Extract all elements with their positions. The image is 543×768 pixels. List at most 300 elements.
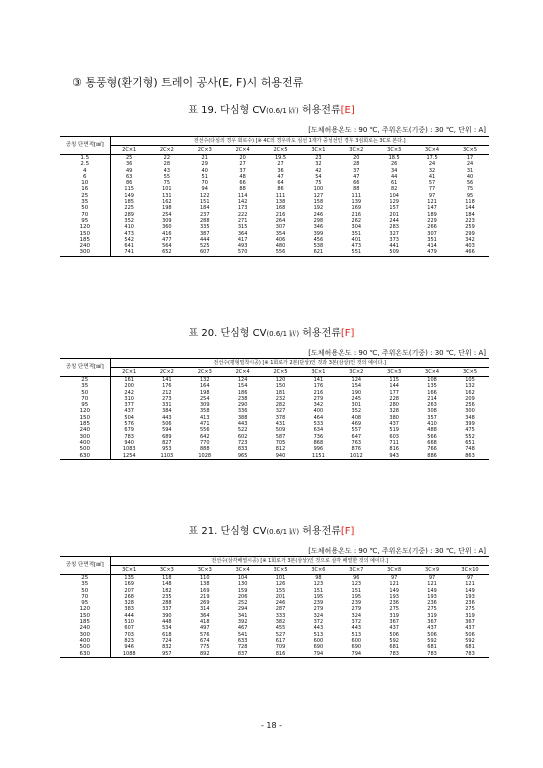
ampacity-cell: 443 [313,625,324,632]
ampacity-cell: 552 [465,433,475,440]
ampacity-cell: 570 [224,249,262,256]
ampacity-cell: 299 [465,230,475,237]
ampacity-cell: 333 [275,612,286,619]
ampacity-cell: 132 [199,377,210,383]
ampacity-cell: 383 [124,606,134,613]
ampacity-cell: 135 [124,575,134,581]
ampacity-cell: 566 [427,433,437,440]
ampacity-cell: 200 [124,383,134,390]
cross-section-cell: 120 [60,224,110,230]
ampacity-cell: 876 [351,446,362,453]
column-header: 2C×5 [262,368,300,377]
ampacity-cell: 506 [427,631,437,638]
ampacity-cell: 367 [389,619,399,626]
ampacity-cell: 711 [389,439,399,446]
cross-section-cell: 25 [60,193,110,199]
column-header: 3C×7 [337,566,375,575]
ampacity-cell: 280 [389,402,399,409]
ampacity-cell: 21 [201,155,208,161]
ampacity-cell: 36 [277,167,284,174]
ampacity-cell: 279 [351,606,362,613]
ampacity-cell: 1028 [186,453,224,460]
ampacity-cell: 264 [275,217,286,224]
ampacity-cell: 236 [427,600,437,607]
ampacity-cell: 287 [275,606,286,613]
ampacity-cell: 592 [427,637,437,644]
ampacity-cell: 464 [313,414,324,421]
ampacity-cell: 121 [427,581,437,588]
ampacity-cell: 37 [353,167,360,174]
ampacity-cell: 18.5 [388,155,400,161]
ampacity-cell: 101 [162,186,172,193]
ampacity-cell: 94 [201,186,208,193]
ampacity-cell: 832 [162,644,172,651]
ampacity-cell: 300 [465,408,475,415]
ampacity-cell: 169 [124,581,134,588]
table-row [60,651,489,658]
ampacity-cell: 812 [275,446,286,453]
header-row [60,359,489,368]
column-header: 2C×3 [186,368,224,377]
column-header: 3C×9 [413,566,451,575]
ampacity-cell: 766 [427,446,437,453]
column-header: 3C×3 [148,566,186,575]
ampacity-cell: 556 [262,249,300,256]
ampacity-cell: 455 [275,625,286,632]
ampacity-cell: 504 [124,414,134,421]
ampacity-cell: 364 [237,230,248,237]
ampacity-cell: 155 [275,587,286,594]
ampacity-cell: 763 [351,439,362,446]
ampacity-table [60,556,489,658]
ampacity-cell: 219 [199,593,210,600]
ampacity-cell: 195 [351,593,362,600]
ampacity-cell: 437 [427,625,437,632]
row-header-label: 공칭 단면적[㎟] [60,137,110,155]
ampacity-cell: 519 [389,427,399,434]
ampacity-cell: 342 [313,402,324,409]
cross-section-cell: 25 [60,377,110,384]
table-title-main: 허용전류 [298,105,341,116]
ampacity-cell: 115 [124,186,134,193]
page-number: - 18 - [260,721,283,730]
ampacity-cell: 54 [315,173,322,180]
ampacity-cell: 268 [124,593,134,600]
cross-section-cell: 185 [60,619,110,625]
ampacity-cell: 309 [199,402,210,409]
column-header: 2C×2 [148,146,186,155]
ampacity-cell: 120 [275,377,286,383]
ampacity-cell: 23 [315,155,322,161]
cross-section-cell: 70 [60,594,110,600]
ampacity-cell: 319 [465,612,475,619]
ampacity-cell: 384 [162,408,172,415]
cross-section-cell: 150 [60,613,110,619]
ampacity-cell: 189 [427,211,437,218]
cross-section-cell: 50 [60,390,110,396]
ampacity-cell: 444 [124,612,134,619]
table-title-mark: [E] [340,105,355,116]
ampacity-cell: 471 [199,421,210,428]
ampacity-cell: 331 [162,402,172,409]
ampacity-cell: 324 [351,612,362,619]
ampacity-cell: 592 [465,637,475,644]
ampacity-cell: 121 [465,581,475,588]
ampacity-cell: 229 [427,217,437,224]
ampacity-cell: 741 [110,249,148,256]
cross-section-cell: 240 [60,625,110,631]
ampacity-cell: 352 [124,217,134,224]
ampacity-cell: 480 [275,243,286,250]
cross-section-cell: 400 [60,638,110,644]
ampacity-cell: 193 [465,593,475,600]
ampacity-cell: 633 [237,637,248,644]
ampacity-cell: 617 [275,637,286,644]
ampacity-cell: 652 [148,249,186,256]
cross-section-cell: 185 [60,237,110,243]
ampacity-cell: 151 [313,587,324,594]
ampacity-cell: 304 [351,224,362,231]
ampacity-cell: 668 [427,439,437,446]
ampacity-cell: 493 [237,243,248,250]
cross-section-cell: 70 [60,212,110,218]
ampacity-cell: 190 [351,389,362,396]
ampacity-cell: 32 [428,167,436,174]
ampacity-cell: 823 [124,637,134,644]
ampacity-cell: 55 [163,173,171,180]
ampacity-cell: 522 [237,427,248,434]
table-title-voltage: (0.6/1 ㎸) [266,107,299,115]
ampacity-cell: 121 [427,199,437,206]
ampacity-cell: 256 [465,402,475,409]
ampacity-cell: 621 [299,249,337,256]
ampacity-cell: 51 [201,173,208,180]
ampacity-cell: 448 [162,619,172,626]
column-header: 3C×4 [413,368,451,377]
ampacity-cell: 642 [199,433,210,440]
table-row [60,575,489,582]
ampacity-cell: 336 [237,408,248,415]
ampacity-cell: 348 [465,414,475,421]
ampacity-cell: 542 [124,236,134,243]
ampacity-cell: 1254 [110,453,148,460]
column-header: 2C×1 [110,368,148,377]
cross-section-cell: 70 [60,396,110,402]
ampacity-cell: 97 [466,575,474,581]
ampacity-cell: 600 [313,637,324,644]
cross-section-cell: 50 [60,205,110,211]
ampacity-cell: 40 [201,167,208,174]
table-row [60,155,489,162]
ampacity-cell: 97 [428,192,436,199]
ampacity-cell: 123 [313,581,324,588]
ampacity-cell: 111 [275,192,286,199]
ampacity-cell: 315 [237,224,248,231]
ampacity-cell: 328 [124,600,134,607]
ampacity-cell: 953 [162,446,172,453]
ampacity-cell: 506 [389,631,399,638]
ampacity-cell: 104 [389,192,399,199]
ampacity-cell: 86 [126,180,133,187]
ampacity-cell: 335 [199,224,210,231]
ampacity-cell: 283 [389,224,399,231]
column-header: 3C×8 [375,566,413,575]
ampacity-cell: 294 [237,606,248,613]
ampacity-cell: 607 [186,249,224,256]
ampacity-cell: 477 [162,236,172,243]
cross-section-cell: 25 [60,575,110,582]
ampacity-cell: 28 [353,161,360,168]
ampacity-cell: 940 [262,453,300,460]
ampacity-cell: 497 [199,625,210,632]
ampacity-cell: 392 [237,619,248,626]
ampacity-cell: 816 [262,651,300,658]
cross-section-cell: 16 [60,186,110,192]
ampacity-cell: 216 [313,389,324,396]
ampacity-cell: 148 [162,581,172,588]
ampacity-cell: 138 [199,581,210,588]
table-title-main: 허용전류 [299,328,341,339]
ampacity-cell: 641 [124,243,134,250]
group-header: 전선수(다심의 경우 회로수) [※ 4C의 경우라도 심선 1개가 중성선인 경우 3심회로는 3C로 본다.] [110,137,489,146]
ampacity-cell: 1083 [122,446,136,453]
ampacity-cell: 126 [275,581,286,588]
ampacity-cell: 193 [427,593,437,600]
ampacity-cell: 888 [199,446,210,453]
ampacity-cell: 201 [389,211,399,218]
ampacity-cell: 232 [275,395,286,402]
ampacity-cell: 351 [351,230,362,237]
ampacity-cell: 342 [465,236,475,243]
ampacity-cell: 97 [390,575,398,581]
ampacity-cell: 254 [199,395,210,402]
ampacity-cell: 288 [199,217,210,224]
ampacity-cell: 244 [389,217,399,224]
ampacity-cell: 168 [275,205,286,212]
ampacity-cell: 237 [199,211,210,218]
cross-section-cell: 35 [60,581,110,587]
ampacity-cell: 319 [427,612,437,619]
column-header-row [60,368,489,377]
ampacity-cell: 75 [163,180,171,187]
ampacity-cell: 151 [351,587,362,594]
header-row [60,557,489,566]
ampacity-cell: 469 [351,421,362,428]
column-header: 3C×2 [337,146,375,155]
cross-section-cell: 95 [60,600,110,606]
ampacity-cell: 868 [313,439,324,446]
cross-section-cell: 1.5 [60,155,110,162]
ampacity-cell: 228 [389,395,399,402]
ampacity-cell: 207 [124,587,134,594]
ampacity-cell: 262 [351,217,362,224]
ampacity-cell: 367 [465,619,475,626]
ampacity-cell: 266 [427,224,437,231]
ampacity-cell: 239 [351,600,362,607]
ampacity-cell: 161 [124,377,134,383]
ampacity-cell: 534 [162,625,172,632]
ampacity-cell: 173 [237,205,248,212]
cross-section-cell: 2.5 [60,161,110,167]
ampacity-cell: 827 [162,439,172,446]
ampacity-cell: 380 [389,414,399,421]
ampacity-cell: 111 [351,192,362,199]
ampacity-cell: 416 [162,230,172,237]
ampacity-cell: 401 [351,236,362,243]
ampacity-cell: 105 [465,377,475,383]
ampacity-cell: 965 [224,453,262,460]
ampacity-cell: 410 [124,224,134,231]
ampacity-cell: 25 [126,155,133,161]
ampacity-cell: 70 [201,180,208,187]
ampacity-cell: 647 [351,433,362,440]
cross-section-cell: 120 [60,606,110,612]
column-header: 3C×3 [375,146,413,155]
ampacity-cell: 996 [313,446,324,453]
ampacity-cell: 195 [313,593,324,600]
ampacity-cell: 352 [351,408,362,415]
ampacity-cell: 437 [389,625,399,632]
ampacity-cell: 444 [199,236,210,243]
ampacity-cell: 358 [199,408,210,415]
column-header: 2C×1 [110,146,148,155]
ampacity-cell: 123 [351,581,362,588]
ampacity-cell: 124 [351,377,362,383]
table-title-mark: [F] [340,526,355,537]
ampacity-cell: 466 [451,249,489,256]
ampacity-cell: 130 [237,581,248,588]
ampacity-cell: 473 [351,243,362,250]
table-conditions: [도체허용온도 : 90 ℃, 주위온도(기중) : 30 ℃, 단위 : A] [308,547,486,555]
ampacity-cell: 308 [427,408,437,415]
header-row [60,137,489,146]
ampacity-cell: 31 [466,167,474,174]
ampacity-cell: 40 [466,173,474,180]
ampacity-cell: 186 [237,389,248,396]
ampacity-cell: 259 [465,224,475,231]
ampacity-cell: 674 [199,637,210,644]
ampacity-cell: 124 [237,377,248,383]
ampacity-cell: 770 [199,439,210,446]
ampacity-cell: 957 [148,651,186,658]
ampacity-cell: 110 [199,575,210,581]
ampacity-cell: 142 [237,199,248,206]
group-header: 전선수(삼각배열시공) [※ 1회로가 3본(삼상)인 것으로 삼각 배열한 것의 예이다.] [110,557,489,566]
ampacity-cell: 1012 [337,453,375,460]
ampacity-cell: 206 [237,593,248,600]
ampacity-cell: 703 [124,631,134,638]
ampacity-cell: 513 [313,631,324,638]
column-header: 3C×5 [451,368,489,377]
ampacity-cell: 100 [313,186,324,193]
ampacity-cell: 377 [124,402,134,409]
ampacity-cell: 177 [389,389,399,396]
ampacity-cell: 162 [465,389,475,396]
ampacity-table [60,358,489,460]
ampacity-cell: 141 [313,377,324,383]
ampacity-cell: 49 [126,167,133,174]
cross-section-cell: 10 [60,180,110,186]
ampacity-cell: 783 [375,651,413,658]
ampacity-cell: 833 [237,446,248,453]
ampacity-cell: 390 [162,612,172,619]
ampacity-cell: 27 [239,161,246,168]
ampacity-cell: 28 [163,161,171,168]
ampacity-cell: 728 [237,644,248,651]
ampacity-cell: 158 [313,199,324,206]
row-header-label: 공칭 단면적[㎟] [60,359,110,377]
ampacity-cell: 564 [162,243,172,250]
ampacity-cell: 576 [199,631,210,638]
ampacity-cell: 399 [465,421,475,428]
table-title-prefix: 표 21. 단심형 CV [188,526,267,537]
ampacity-cell: 108 [427,377,437,383]
ampacity-cell: 600 [351,637,362,644]
ampacity-cell: 118 [162,575,172,581]
ampacity-cell: 309 [162,217,172,224]
section-heading: ③ 통풍형(환기형) 트레이 공사(E, F)시 허용전류 [72,76,304,89]
ampacity-cell: 510 [124,619,134,626]
ampacity-cell: 88 [239,186,246,193]
ampacity-cell: 246 [275,600,286,607]
ampacity-cell: 288 [162,600,172,607]
ampacity-cell: 506 [162,421,172,428]
ampacity-cell: 75 [466,186,474,193]
cross-section-cell: 150 [60,415,110,421]
ampacity-cell: 66 [353,180,360,187]
ampacity-cell: 159 [237,587,248,594]
ampacity-cell: 441 [389,243,399,250]
column-header: 3C×2 [337,368,375,377]
table-title-prefix: 표 20. 단심형 CV [188,328,267,339]
ampacity-cell: 556 [199,427,210,434]
ampacity-cell: 20 [239,155,246,161]
ampacity-cell: 216 [351,211,362,218]
ampacity-cell: 473 [124,230,134,237]
ampacity-cell: 328 [389,408,399,415]
column-header-row [60,146,489,155]
ampacity-cell: 408 [351,414,362,421]
ampacity-cell: 1151 [299,453,337,460]
ampacity-cell: 509 [275,427,286,434]
ampacity-cell: 275 [389,606,399,613]
ampacity-cell: 22 [163,155,171,161]
ampacity-cell: 166 [427,389,437,396]
ampacity-cell: 176 [313,383,324,390]
ampacity-cell: 437 [465,625,475,632]
ampacity-cell: 144 [465,205,475,212]
ampacity-cell: 783 [451,651,489,658]
ampacity-cell: 32 [315,161,322,168]
ampacity-cell: 154 [351,383,362,390]
ampacity-cell: 943 [375,453,413,460]
ampacity-cell: 95 [466,192,474,199]
ampacity-cell: 209 [465,395,475,402]
ampacity-cell: 576 [124,421,134,428]
ampacity-cell: 57 [428,180,436,187]
ampacity-cell: 314 [199,606,210,613]
ampacity-cell: 149 [465,587,475,594]
ampacity-cell: 235 [162,593,172,600]
ampacity-cell: 19.5 [274,155,287,161]
ampacity-cell: 456 [313,236,324,243]
ampacity-cell: 242 [124,389,134,396]
cross-section-cell: 400 [60,440,110,446]
ampacity-cell: 382 [275,619,286,626]
ampacity-cell: 115 [389,377,399,383]
cross-section-cell: 300 [60,249,110,256]
table-title-main: 허용전류 [299,526,341,537]
